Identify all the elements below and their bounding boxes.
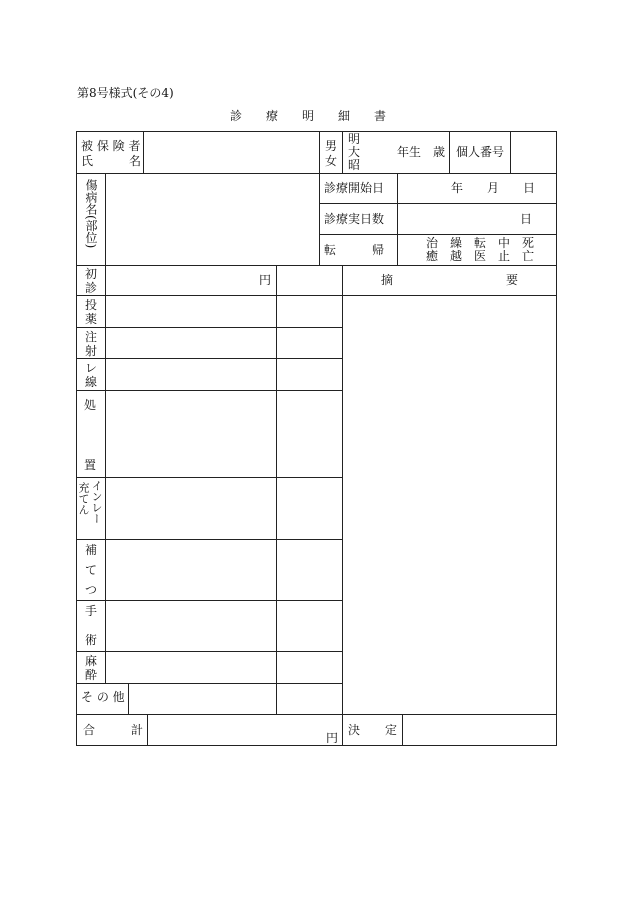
start-date-units: 年 月 日 [451,181,536,195]
hotetsu-label-3: つ [85,583,98,597]
era-showa: 昭 [348,158,361,172]
outcome-top: 治 繰 転 中 死 [426,236,535,250]
insured-label: 被 保 険 者 [81,139,141,153]
form-number: 第8号様式(その4) [77,86,174,100]
diagnosis-label: 傷病名(部位) [84,179,98,249]
resen-label: レ線 [84,361,97,389]
decision-field[interactable] [403,715,556,745]
page-title: 診 療 明 細 書 [230,109,387,123]
birth-suffix: 年生 歳 [397,145,446,159]
shoshin-label: 初診 [84,267,97,295]
summary-tekiyo: 摘 [381,273,394,287]
total-label-left: 合 [83,723,96,737]
start-date-label: 診療開始日 [324,181,385,195]
total-field[interactable] [148,715,342,745]
actual-days-label: 診療実日数 [324,212,385,226]
hotetsu-label-1: 補 [85,543,98,557]
actual-days-unit: 日 [520,212,533,226]
shujutsu-label-2: 術 [85,633,98,647]
juten-label: 充てん [77,482,90,515]
decision-label-right: 定 [385,723,398,737]
summary-yo: 要 [506,273,519,287]
sex-male: 男 [325,139,338,153]
outcome-label: 転 帰 [324,243,385,257]
shochi-bottom-label: 置 [84,458,97,472]
hotetsu-label-2: て [85,563,98,577]
inlay-label: インレー [90,480,103,524]
total-yen: 円 [326,731,339,745]
personal-number-label: 個人番号 [456,145,505,159]
sex-female: 女 [325,154,338,168]
total-label-right: 計 [131,723,144,737]
era-taisho: 大 [348,145,361,159]
name-field[interactable] [144,132,319,173]
shochi-top-label: 処 [84,398,97,412]
masui-label: 麻酔 [84,654,97,682]
decision-label-left: 決 [348,723,361,737]
chusha-label: 注射 [84,330,97,358]
summary-field[interactable] [343,296,556,714]
shoshin-yen: 円 [259,273,272,287]
touyaku-label: 投薬 [84,298,97,326]
outcome-bottom: 癒 越 医 止 亡 [426,249,535,263]
era-meiji: 明 [348,132,361,146]
personal-number-field[interactable] [511,132,556,173]
diagnosis-field[interactable] [106,174,319,265]
shujutsu-label-1: 手 [85,604,98,618]
name-label: 氏 名 [81,154,142,168]
sonota-label: そ の 他 [81,690,125,704]
